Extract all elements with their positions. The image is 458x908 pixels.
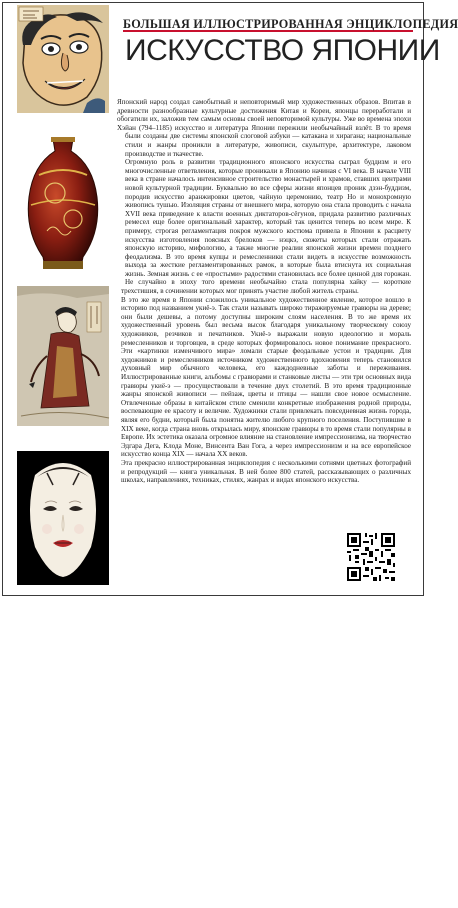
page-title: ИСКУССТВО ЯПОНИИ — [125, 34, 440, 67]
paragraph-ukiyoe: В это же время в Японии сложилось уникальное художественное явление, которое вошло в историю под названием укиё-э. Так стали называть широко тиражируемые гравюры на дереве; они были дешевы, а потому доступны широким слоям населения. В то же время их художественный уровень был весьма высок благодаря уникальному творческому союзу художников, резчиков и печатников. Укиё-э выражали новую идеологию и мораль ремесленников и торговцев, в среде которых формировалось новое понимание прекрасного. Эти «картинки изменчивого мира» ломали старые феодальные устои и традиции. Для художников и ремесленников источником художественного вдохновения теперь становился духовный мир обычного человека, его каждодневные заботы и переживания. Иллюстрированные книги, альбомы с гравюрами и станковые листы — эти три основных вида гравюры укиё-э — просуществовали в течение двух столетий. В это время традиционные жанры японской живописи — пейзаж, цветы и птицы — нашли свое новое осмысление. Отвлеченные образы в китайском стиле сменили конкретные изображения родной природы, воспевающие ее красоту и величие. Художники стали привлекать повседневная жизнь города, являя его будни, который была понятна жителю любого крупного поселения. Поступившие в XIX веке, когда страна вновь открылась миру, японские гравюры в то время стали популярны в Европе. Их эстетика оказала огромное влияние на становление импрессионизма, на творчество Эдгара Дега, Клода Моне, Винсента Ван Гога, а через импрессионизм и на все европейское искусство конца XIX — начала XX веков. — [121, 295, 411, 459]
back-cover — [2, 2, 458, 596]
paragraph-encyclopedia: Эта прекрасно иллюстрированная энциклопедия с несколькими сотнями цветных фотографий и репродукций — книга уникальная. В ней более 800 статей, рассказывающих о различных школах, направлениях, техниках, стилях, жанрах и видах японского искусства. — [121, 458, 411, 485]
paragraph-buddhism: Огромную роль в развитии традиционного японского искусства сыграл буддизм и его многочисленные ответвления, которые проникали в Японию начиная с VI века. В начале VIII века в стране началось интенсивное строительство монастырей и храмов, ставших центрами новой культурной традиции. Буквально во все сферы жизни японцев проник дзэн-буддизм, породив искусство аранжировки цветов, чайную церемонию, театр Но и монохромную живопись тушью. Изоляция страны от внешнего мира, которую она стала проводить с начала XVII века приведение к власти военных диктаторов-сёгунов, придала развитию различных ремесел еще более оригинальный характер, который так ценится теперь во всем мире. К примеру, строгая регламентация покроя мужского костюма привела в Японии к расцвету искусства изготовления поясных брелоков — нэцкэ, сюжеты которых стали отражать японскую историю, мифологию, а также многие реалии японской жизни времен позднего феодализма. В это время купцы и ремесленники стали видеть в искусстве возможность выхода за жесткие регламентированных рамок, в которые была втиснута их социальная жизнь. Земная жизнь с ее «простыми» радостями становилась все более ценной для горожан. Не случайно в эпоху того времени необычайно стала популярна хайку — короткие трехстишия, в сочинении которых мог принять участие любой житель страны. — [121, 158, 411, 296]
subtitle: БОЛЬШАЯ ИЛЛЮСТРИРОВАННАЯ ЭНЦИКЛОПЕДИЯ — [123, 17, 458, 31]
body-text — [17, 98, 411, 908]
qr-code — [345, 531, 397, 583]
paragraph-intro: Японский народ создал самобытный и неповторимый мир художественных образов. Впитав в древности разнообразные культурные достижения Китая и Кореи, японцы переработали и обогатили их, заложив тем самым основы своей неповторимой культуры. Уже во времена эпохи Хэйан (794–1185) искусство и литература Японии пережили необычайный взлёт. В то время были созданы две системы японской слоговой азбуки — катакана и хирагана; национальные стили и жанры проникли в литературе, живописи, скульптуре, архитектуре, лаковом производстве и ткачестве. — [117, 98, 411, 158]
ukiyoe-face-print — [17, 5, 109, 113]
header — [123, 17, 458, 67]
